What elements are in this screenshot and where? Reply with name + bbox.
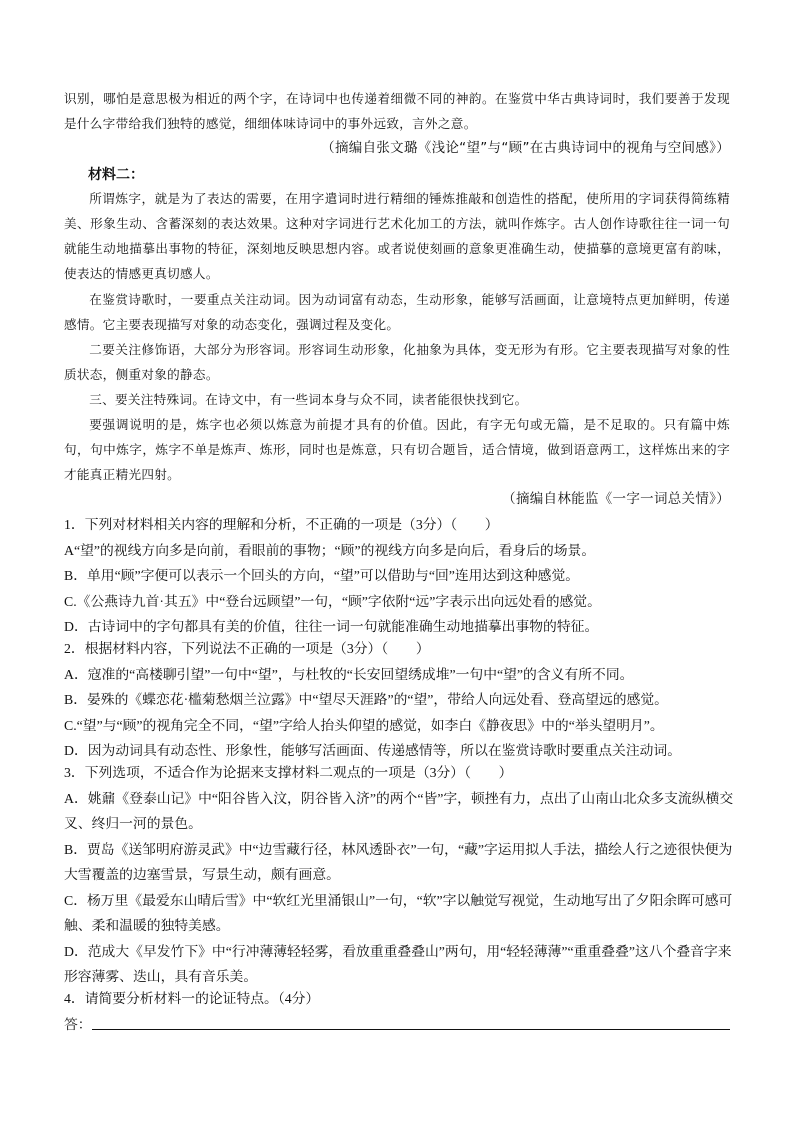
question-stem: 3．下列选项，不适合作为论据来支撑材料二观点的一项是（3分）（ ） [64,765,513,780]
option-d: D．因为动词具有动态性、形象性，能够写活画面、传递感情等，所以在鉴赏诗歌时要重点关注动词。 [64,743,682,758]
question-stem: 1．下列对材料相关内容的理解和分析，不正确的一项是（3分）（ ） [64,517,499,532]
material-two-paragraph: 三、要关注特殊词。在诗文中，有一些词本身与众不同，读者能很快找到它。 [89,392,528,407]
material-two-heading: 材料二： [88,167,144,183]
question-2 [64,636,734,764]
option-b: B．贾岛《送邹明府游灵武》中“边雪藏行径，林风透卧衣”一句，“藏”字运用拟人手法，描绘人行之迹很快便为大雪覆盖的边塞雪景，写景生动，颇有画意。 [64,841,733,882]
question-stem: 2．根据材料内容，下列说法不正确的一项是（3分）（ ） [64,641,430,656]
option-a: A“望”的视线方向多是向前，看眼前的事物；“顾”的视线方向多是向后，看身后的场景。 [64,542,596,558]
option-d: D．古诗词中的字句都具有美的价值，往往一词一句就能准确生动地描摹出事物的特征。 [64,619,599,634]
option-a: A．姚鼐《登泰山记》中“阳谷皆入汶，阴谷皆入济”的两个“皆”字，顿挫有力，点出了山南山北众多支流纵横交叉、终归一河的景色。 [64,790,734,831]
material-two-paragraph: 所谓炼字，就是为了表达的需要，在用字遣词时进行精细的锤炼推敲和创造性的搭配，使所用的字词获得简练精美、形象生动、含蓄深刻的表达效果。这种对字词进行艺术化加工的方法，就叫作炼字。古人创作诗歌往往一词一句就能生动地描摹出事物的特征，深刻地反映思想内容。或者说使刻画的意象更准确生动，使描摹的意境更富有韵味，使表达的情感更真切感人。 [64,191,730,281]
option-a: A．寇准的“高楼聊引望”一句中“望”，与杜牧的“长安回望绣成堆”一句中“望”的含义有所不同。 [64,666,634,682]
option-c: C.《公燕诗九首·其五》中“登台远顾望”一句，“顾”字依附“远”字表示出向远处看的感觉。 [64,593,601,609]
question-stem: 4．请简要分析材料一的论证特点。（4分） [64,991,320,1006]
question-1 [64,512,734,640]
material-two-paragraph: 二要关注修饰语，大部分为形容词。形容词生动形象，化抽象为具体，变无形为有形。它主要表现描写对象的性质状态，侧重对象的静态。 [64,342,730,382]
question-4 [64,986,734,1012]
option-c: C.“望”与“顾”的视角完全不同，“望”字给人抬头仰望的感觉，如李白《静夜思》中的“举头望明月”。 [64,717,664,733]
question-3 [64,760,734,990]
material-two-paragraph: 在鉴赏诗歌时，一要重点关注动词。因为动词富有动态，生动形象，能够写活画面，让意境特点更加鲜明，传递感情。它主要表现描写对象的动态变化，强调过程及变化。 [64,292,730,332]
answer-label: 答： [64,1017,92,1032]
material-one-source: （摘编自张文璐《浅论“望”与“顾”在古典诗词中的视角与空间感》） [321,140,730,156]
option-c: C．杨万里《最爱东山晴后雪》中“软红光里涌银山”一句，“软”字以触觉写视觉，生动地写出了夕阳余晖可感可触、柔和温暖的独特美感。 [64,892,733,933]
option-b: B．单用“顾”字便可以表示一个回头的方向，“望”可以借助与“回”连用达到这种感觉。 [64,568,580,583]
option-d: D．范成大《早发竹下》中“行冲薄薄轻轻雾，看放重重叠叠山”两句，用“轻轻薄薄”“重重叠叠”这八个叠音字来形容薄雾、迭山，具有音乐美。 [64,943,732,984]
option-b: B．晏殊的《蝶恋花·槛菊愁烟兰泣露》中“望尽天涯路”的“望”，带给人向远处看、登高望远的感觉。 [64,692,668,707]
material-one-tail-text: 识别，哪怕是意思极为相近的两个字，在诗词中也传递着细微不同的神韵。在鉴赏中华古典诗词时，我们要善于发现是什么字带给我们独特的感觉，细细体味诗词中的事外远致，言外之意。 [64,91,730,131]
answer-line[interactable] [92,1028,730,1030]
material-two-source: （摘编自林能监《一字一词总关情》） [502,491,730,507]
material-two-paragraph: 要强调说明的是，炼字也必须以炼意为前提才具有的价值。因此，有字无句或无篇，是不足取的。只有篇中炼句，句中炼字，炼字不单是炼声、炼形，同时也是炼意，只有切合题旨，适合情境，做到语意两工，这样炼出来的字才能真正精光四射。 [64,417,730,482]
